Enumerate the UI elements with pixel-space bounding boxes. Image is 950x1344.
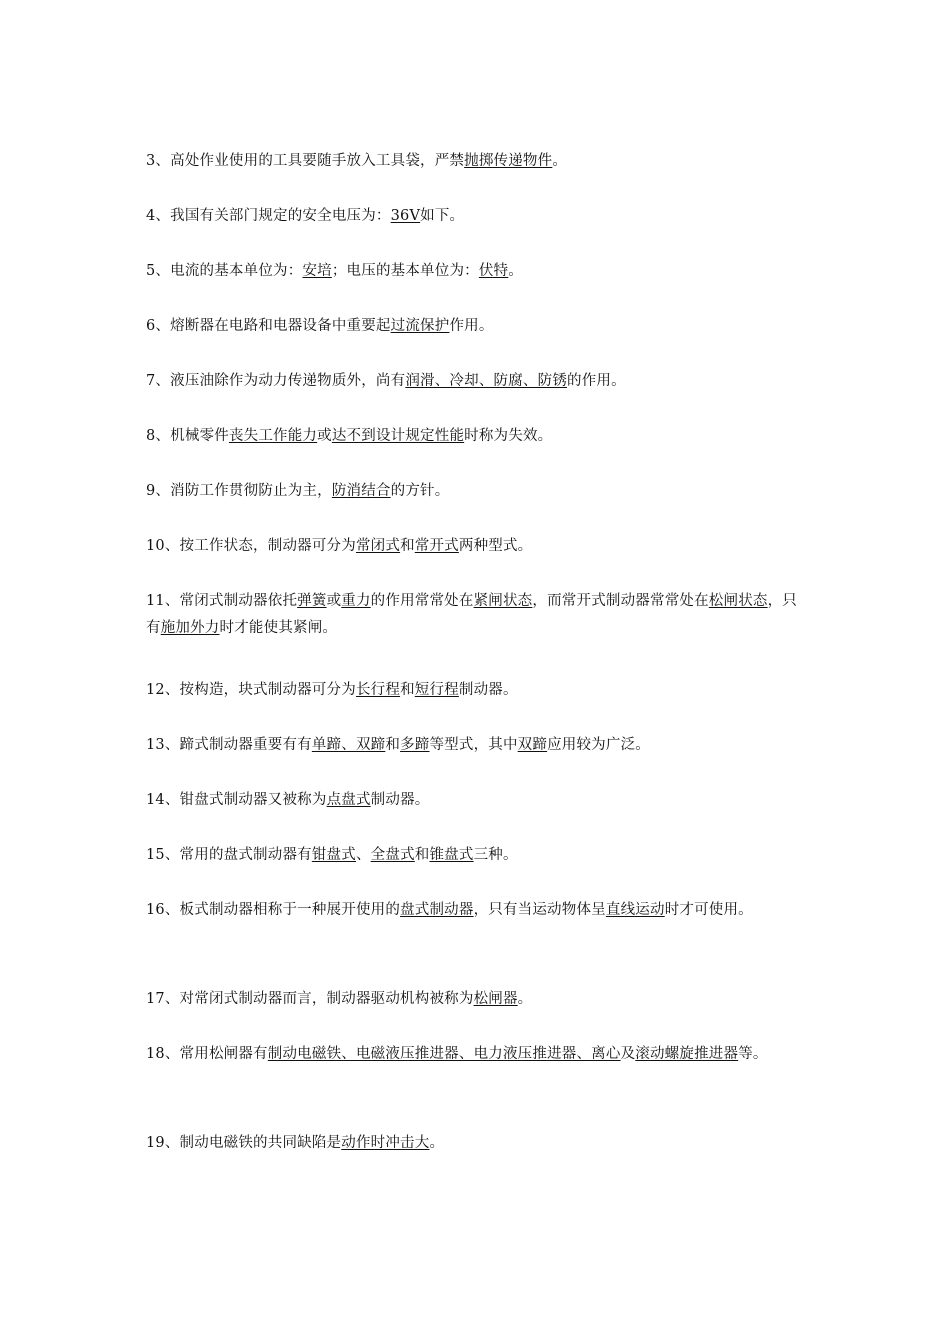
question-item: [146, 897, 802, 924]
question-item: [146, 258, 802, 285]
answer-text: 松闸器: [473, 991, 518, 1007]
question-text: 14、钳盘式制动器又被称为: [146, 792, 327, 808]
question-item: [146, 368, 802, 395]
question-text: 应用较为广泛。: [547, 737, 650, 753]
question-text: 。: [552, 153, 568, 169]
question-text: ，只有当运动物体呈: [473, 902, 606, 918]
answer-text: 制动电磁铁、电磁液压推进器、电力液压推进器、离心: [267, 1046, 621, 1062]
question-text: 13、蹄式制动器重要有有: [146, 737, 312, 753]
question-text: 时才可使用。: [664, 902, 753, 918]
question-text: 15、常用的盘式制动器有: [146, 847, 312, 863]
question-text: 7、液压油除作为动力传递物质外，尚有: [146, 373, 406, 389]
answer-text: 动作时冲击大: [341, 1135, 430, 1151]
question-item: [146, 677, 802, 704]
question-text: 4、我国有关部门规定的安全电压为：: [146, 208, 391, 224]
question-text: 时称为失效。: [464, 428, 553, 444]
question-item: [146, 533, 802, 560]
question-item: [146, 423, 802, 450]
question-text: 如下。: [420, 208, 465, 224]
answer-text: 防消结合: [331, 483, 391, 499]
question-text: ，只有: [146, 593, 798, 636]
question-text: 10、按工作状态，制动器可分为: [146, 538, 356, 554]
answer-text: 紧闸状态: [473, 593, 533, 609]
question-text: 17、对常闭式制动器而言，制动器驱动机构被称为: [146, 991, 474, 1007]
question-item: [146, 1041, 802, 1068]
question-text: 作用。: [449, 318, 494, 334]
question-text: 。: [429, 1135, 445, 1151]
question-item: [146, 842, 802, 869]
answer-text: 锥盘式: [429, 847, 474, 863]
question-text: ，而常开式制动器常常处在: [532, 593, 709, 609]
question-item: [146, 588, 802, 642]
answer-text: 伏特: [478, 263, 509, 279]
question-text: 。: [508, 263, 523, 279]
question-item: [146, 203, 802, 230]
answer-text: 点盘式: [326, 792, 371, 808]
question-text: 和: [414, 847, 430, 863]
question-text: 制动器。: [370, 792, 430, 808]
answer-text: 全盘式: [370, 847, 415, 863]
answer-text: 多蹄: [400, 737, 430, 753]
question-text: 6、熔断器在电路和电器设备中重要起: [146, 318, 391, 334]
question-text: 11、常闭式制动器依托: [146, 593, 298, 609]
answer-text: 重力: [341, 593, 371, 609]
question-text: 制动器。: [458, 682, 518, 698]
answer-text: 直线运动: [605, 902, 665, 918]
answer-text: 滚动螺旋推进器: [635, 1046, 739, 1062]
question-text: 和: [400, 682, 415, 698]
answer-text: 达不到设计规定性能: [331, 428, 465, 444]
answer-text: 短行程: [414, 682, 459, 698]
question-text: 或: [317, 428, 332, 444]
answer-text: 36V: [390, 208, 421, 224]
question-text: 18、常用松闸器有: [146, 1046, 268, 1062]
question-text: 等。: [738, 1046, 768, 1062]
question-text: 8、机械零件: [146, 428, 229, 444]
question-text: 和: [400, 538, 415, 554]
question-item: [146, 148, 802, 175]
question-text: 、: [355, 847, 371, 863]
answer-text: 润滑、冷却、防腐、防锈: [405, 373, 568, 389]
answer-text: 常开式: [414, 538, 459, 554]
answer-text: 双蹄: [517, 737, 548, 753]
answer-text: 丧失工作能力: [228, 428, 318, 444]
question-text: ；电压的基本单位为：: [331, 263, 479, 279]
question-text: 和: [385, 737, 401, 753]
answer-text: 过流保护: [390, 318, 450, 334]
answer-text: 盘式制动器: [400, 902, 474, 918]
question-item: [146, 986, 802, 1013]
answer-text: 松闸状态: [708, 593, 768, 609]
question-text: 19、制动电磁铁的共同缺陷是: [146, 1135, 342, 1151]
question-item: [146, 787, 802, 814]
question-item: [146, 1130, 802, 1157]
question-text: 9、消防工作贯彻防止为主，: [146, 483, 332, 499]
question-text: 及: [620, 1046, 636, 1062]
question-text: 16、板式制动器相称于一种展开使用的: [146, 902, 401, 918]
question-item: [146, 313, 802, 340]
answer-text: 钳盘式: [311, 847, 356, 863]
answer-text: 常闭式: [355, 538, 401, 554]
question-item: [146, 732, 802, 759]
question-text: 的作用。: [567, 373, 626, 389]
answer-text: 长行程: [355, 682, 401, 698]
question-text: 时才能使其紧闸。: [219, 620, 338, 636]
question-text: 两种型式。: [458, 538, 533, 554]
question-text: 12、按构造，块式制动器可分为: [146, 682, 356, 698]
answer-text: 单蹄、双蹄: [311, 737, 386, 753]
question-text: 3、高处作业使用的工具要随手放入工具袋，严禁: [146, 153, 465, 169]
answer-text: 抛掷传递物件: [464, 153, 553, 169]
question-text: 等型式，其中: [429, 737, 518, 753]
question-text: 或: [326, 593, 342, 609]
answer-text: 安培: [302, 263, 332, 279]
question-text: 5、电流的基本单位为：: [146, 263, 303, 279]
answer-text: 施加外力: [160, 620, 220, 636]
question-text: 。: [517, 991, 533, 1007]
question-item: [146, 478, 802, 505]
question-text: 的作用常常处在: [370, 593, 474, 609]
question-text: 三种。: [473, 847, 518, 863]
answer-text: 弹簧: [297, 593, 327, 609]
question-text: 的方针。: [390, 483, 450, 499]
